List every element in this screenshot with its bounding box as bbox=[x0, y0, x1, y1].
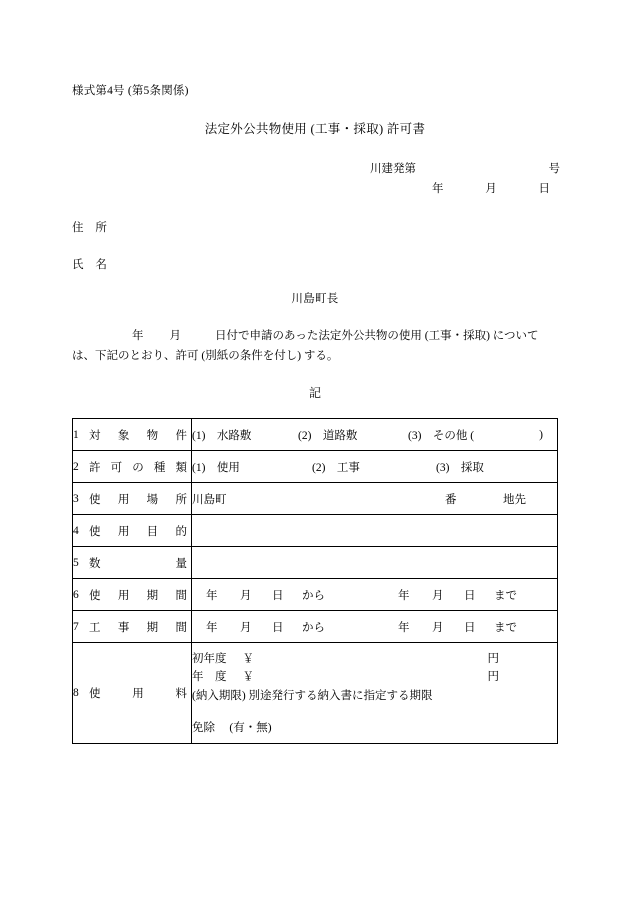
label-char: 件 bbox=[175, 429, 187, 442]
row-number: 5 bbox=[73, 556, 79, 569]
fee-next-year-line bbox=[192, 669, 557, 687]
label-char: 間 bbox=[175, 621, 187, 634]
row-value-use-period[interactable] bbox=[192, 579, 558, 611]
label-char: 目 bbox=[146, 525, 159, 538]
issue-date-month: 月 bbox=[485, 183, 497, 195]
row-label-permit-type bbox=[73, 451, 192, 483]
fee-payment-deadline-note: (納入期限) 別途発行する納入書に指定する期限 bbox=[192, 690, 433, 703]
label-char: 対 bbox=[89, 429, 101, 442]
table-row bbox=[73, 579, 558, 611]
place-ban-unit: 番 bbox=[445, 493, 457, 506]
object-option-1[interactable]: (1) 水路敷 bbox=[192, 429, 252, 442]
label-char: 使 bbox=[89, 589, 101, 602]
permit-details-table bbox=[72, 418, 558, 744]
table-row bbox=[73, 451, 558, 483]
fee-exemption-option[interactable]: 免除 (有・無) bbox=[192, 722, 272, 735]
permit-type-option-1[interactable]: (1) 使用 bbox=[192, 461, 240, 474]
row-number: 8 bbox=[73, 687, 79, 699]
object-option-2[interactable]: (2) 道路敷 bbox=[298, 429, 358, 442]
row-number: 1 bbox=[73, 428, 79, 441]
label-char: 種 bbox=[153, 461, 166, 474]
use-period-from-month: 月 bbox=[240, 589, 252, 602]
row-value-purpose[interactable] bbox=[192, 515, 558, 547]
document-title: 法定外公共物使用 (工事・採取) 許可書 bbox=[204, 122, 426, 136]
object-option-3-close: ) bbox=[539, 428, 543, 441]
row-number: 7 bbox=[73, 620, 79, 633]
name-label: 氏 名 bbox=[72, 259, 108, 271]
row-number: 2 bbox=[73, 460, 79, 473]
fee-next-year-yen-symbol: ￥ bbox=[242, 670, 254, 683]
label-char: 量 bbox=[175, 557, 187, 570]
body-text: 日付で申請のあった法定外公共物の使用 (工事・採取) については、下記のとおり、許可 (別紙の条件を付し) する。 bbox=[72, 330, 539, 363]
row-value-construction-period[interactable] bbox=[192, 611, 558, 643]
label-char: 物 bbox=[146, 429, 159, 442]
table-row bbox=[73, 483, 558, 515]
row-label-use-period bbox=[73, 579, 192, 611]
construction-period-from-month: 月 bbox=[240, 621, 252, 634]
row-number: 6 bbox=[73, 588, 79, 601]
label-char: 用 bbox=[132, 688, 144, 700]
permit-type-option-3[interactable]: (3) 採取 bbox=[436, 461, 484, 474]
issue-date-row bbox=[432, 180, 550, 196]
construction-period-to-word: まで bbox=[494, 621, 517, 634]
table-row bbox=[73, 547, 558, 579]
object-option-3[interactable]: (3) その他 ( bbox=[408, 429, 475, 442]
use-period-to-day: 日 bbox=[464, 589, 476, 602]
row-number: 3 bbox=[73, 492, 79, 505]
use-period-from-word: から bbox=[302, 589, 325, 602]
fee-first-year-unit: 円 bbox=[487, 652, 499, 665]
label-char: 事 bbox=[117, 621, 130, 634]
label-char: 可 bbox=[110, 461, 123, 474]
label-char: 期 bbox=[146, 621, 159, 634]
row-label-object bbox=[73, 419, 192, 451]
label-char: 用 bbox=[117, 525, 130, 538]
fee-first-year-label: 初年度 bbox=[192, 652, 227, 665]
issuer-name: 川島町長 bbox=[291, 293, 339, 305]
ki-heading: 記 bbox=[308, 386, 321, 400]
fee-first-year-yen-symbol: ￥ bbox=[242, 652, 254, 665]
row-value-permit-type bbox=[192, 451, 558, 483]
row-value-object bbox=[192, 419, 558, 451]
issue-date-year: 年 bbox=[432, 183, 444, 195]
label-char: 場 bbox=[146, 493, 159, 506]
issue-date-day: 日 bbox=[538, 183, 550, 195]
table-row bbox=[73, 419, 558, 451]
label-char: 使 bbox=[89, 688, 101, 700]
row-number: 4 bbox=[73, 524, 79, 537]
label-char: 的 bbox=[175, 525, 187, 538]
label-char: 類 bbox=[175, 461, 187, 474]
construction-period-from-year: 年 bbox=[206, 621, 218, 634]
label-char: 用 bbox=[117, 493, 130, 506]
use-period-to-year: 年 bbox=[398, 589, 410, 602]
label-char: 使 bbox=[89, 525, 101, 538]
label-char: 用 bbox=[117, 589, 130, 602]
permit-type-option-2[interactable]: (2) 工事 bbox=[312, 461, 360, 474]
label-char: 数 bbox=[89, 557, 101, 570]
label-char: 工 bbox=[89, 621, 101, 634]
use-period-from-year: 年 bbox=[206, 589, 218, 602]
use-period-to-month: 月 bbox=[432, 589, 444, 602]
label-char: 料 bbox=[175, 688, 187, 700]
body-month: 月 bbox=[169, 330, 181, 342]
label-char: 象 bbox=[117, 429, 130, 442]
body-paragraph bbox=[72, 326, 558, 366]
construction-period-to-year: 年 bbox=[398, 621, 410, 634]
label-char: 所 bbox=[175, 493, 187, 506]
construction-period-from-day: 日 bbox=[272, 621, 284, 634]
form-number: 様式第4号 (第5条関係) bbox=[72, 85, 189, 97]
address-label: 住 所 bbox=[72, 222, 108, 234]
label-char: 使 bbox=[89, 493, 101, 506]
issue-number-label: 川建発第 bbox=[370, 163, 416, 175]
row-label-fee bbox=[73, 643, 192, 744]
row-label-purpose bbox=[73, 515, 192, 547]
place-town: 川島町 bbox=[192, 493, 227, 506]
label-char: の bbox=[132, 461, 144, 474]
label-char: 間 bbox=[175, 589, 187, 602]
fee-first-year-line bbox=[192, 651, 557, 669]
fee-next-year-unit: 円 bbox=[487, 670, 499, 683]
fee-next-year-label: 年 度 bbox=[192, 670, 227, 683]
row-label-construction-period bbox=[73, 611, 192, 643]
construction-period-to-month: 月 bbox=[432, 621, 444, 634]
table-row bbox=[73, 643, 558, 744]
row-value-place[interactable] bbox=[192, 483, 558, 515]
construction-period-from-word: から bbox=[302, 621, 325, 634]
row-value-quantity[interactable] bbox=[192, 547, 558, 579]
row-label-quantity bbox=[73, 547, 192, 579]
issue-number-unit: 号 bbox=[548, 163, 560, 175]
label-char: 期 bbox=[146, 589, 159, 602]
row-label-place bbox=[73, 483, 192, 515]
table-row bbox=[73, 515, 558, 547]
place-chisaki-unit: 地先 bbox=[503, 493, 526, 506]
issue-number-row bbox=[370, 160, 560, 176]
body-year: 年 bbox=[132, 330, 144, 342]
row-value-fee[interactable] bbox=[192, 643, 558, 744]
table-row bbox=[73, 611, 558, 643]
label-char: 許 bbox=[89, 461, 101, 474]
use-period-from-day: 日 bbox=[272, 589, 284, 602]
construction-period-to-day: 日 bbox=[464, 621, 476, 634]
use-period-to-word: まで bbox=[494, 589, 517, 602]
